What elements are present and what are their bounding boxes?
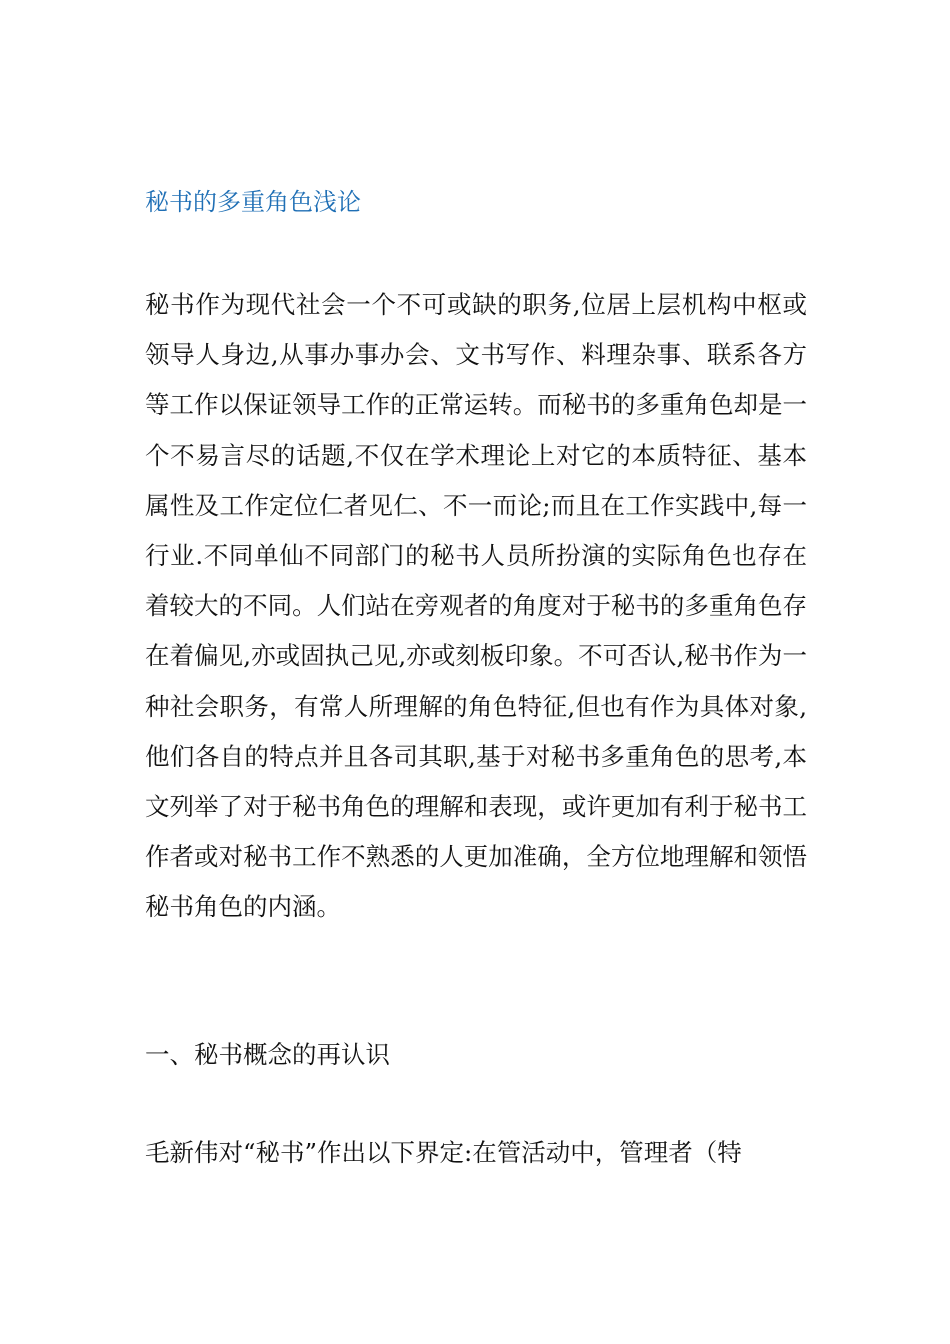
intro-paragraph: 秘书作为现代社会一个不可或缺的职务,位居上层机构中枢或领导人身边,从事办事办会、文书写作、料理杂事、联系各方等工作以保证领导工作的正常运转。而秘书的多重角色却是一个不易言尽的话题,不仅在学术理论上对它的本质特征、基本属性及工作定位仁者见仁、不一而论;而且在工作实践中,每一行业.不同单仙不同部门的秘书人员所扮演的实际角色也存在着较大的不同。人们站在旁观者的角度对于秘书的多重角色存在着偏见,亦或固执己见,亦或刻板印象。不可否认,秘书作为一种社会职务，有常人所理解的角色特征,但也有作为具体对象,他们各自的特点并且各司其职,基于对秘书多重角色的思考,本文列举了对于秘书角色的理解和表现，或许更加有利于秘书工作者或对秘书工作不熟悉的人更加准确，全方位地理解和领悟秘书角色的内涵。 [145, 290, 807, 922]
section-heading: 一、秘书概念的再认识 [145, 1040, 390, 1069]
section-paragraph: 毛新伟对“秘书”作出以下界定:在管活动中，管理者（特 [145, 1138, 742, 1167]
document-title: 秘书的多重角色浅论 [145, 188, 361, 216]
